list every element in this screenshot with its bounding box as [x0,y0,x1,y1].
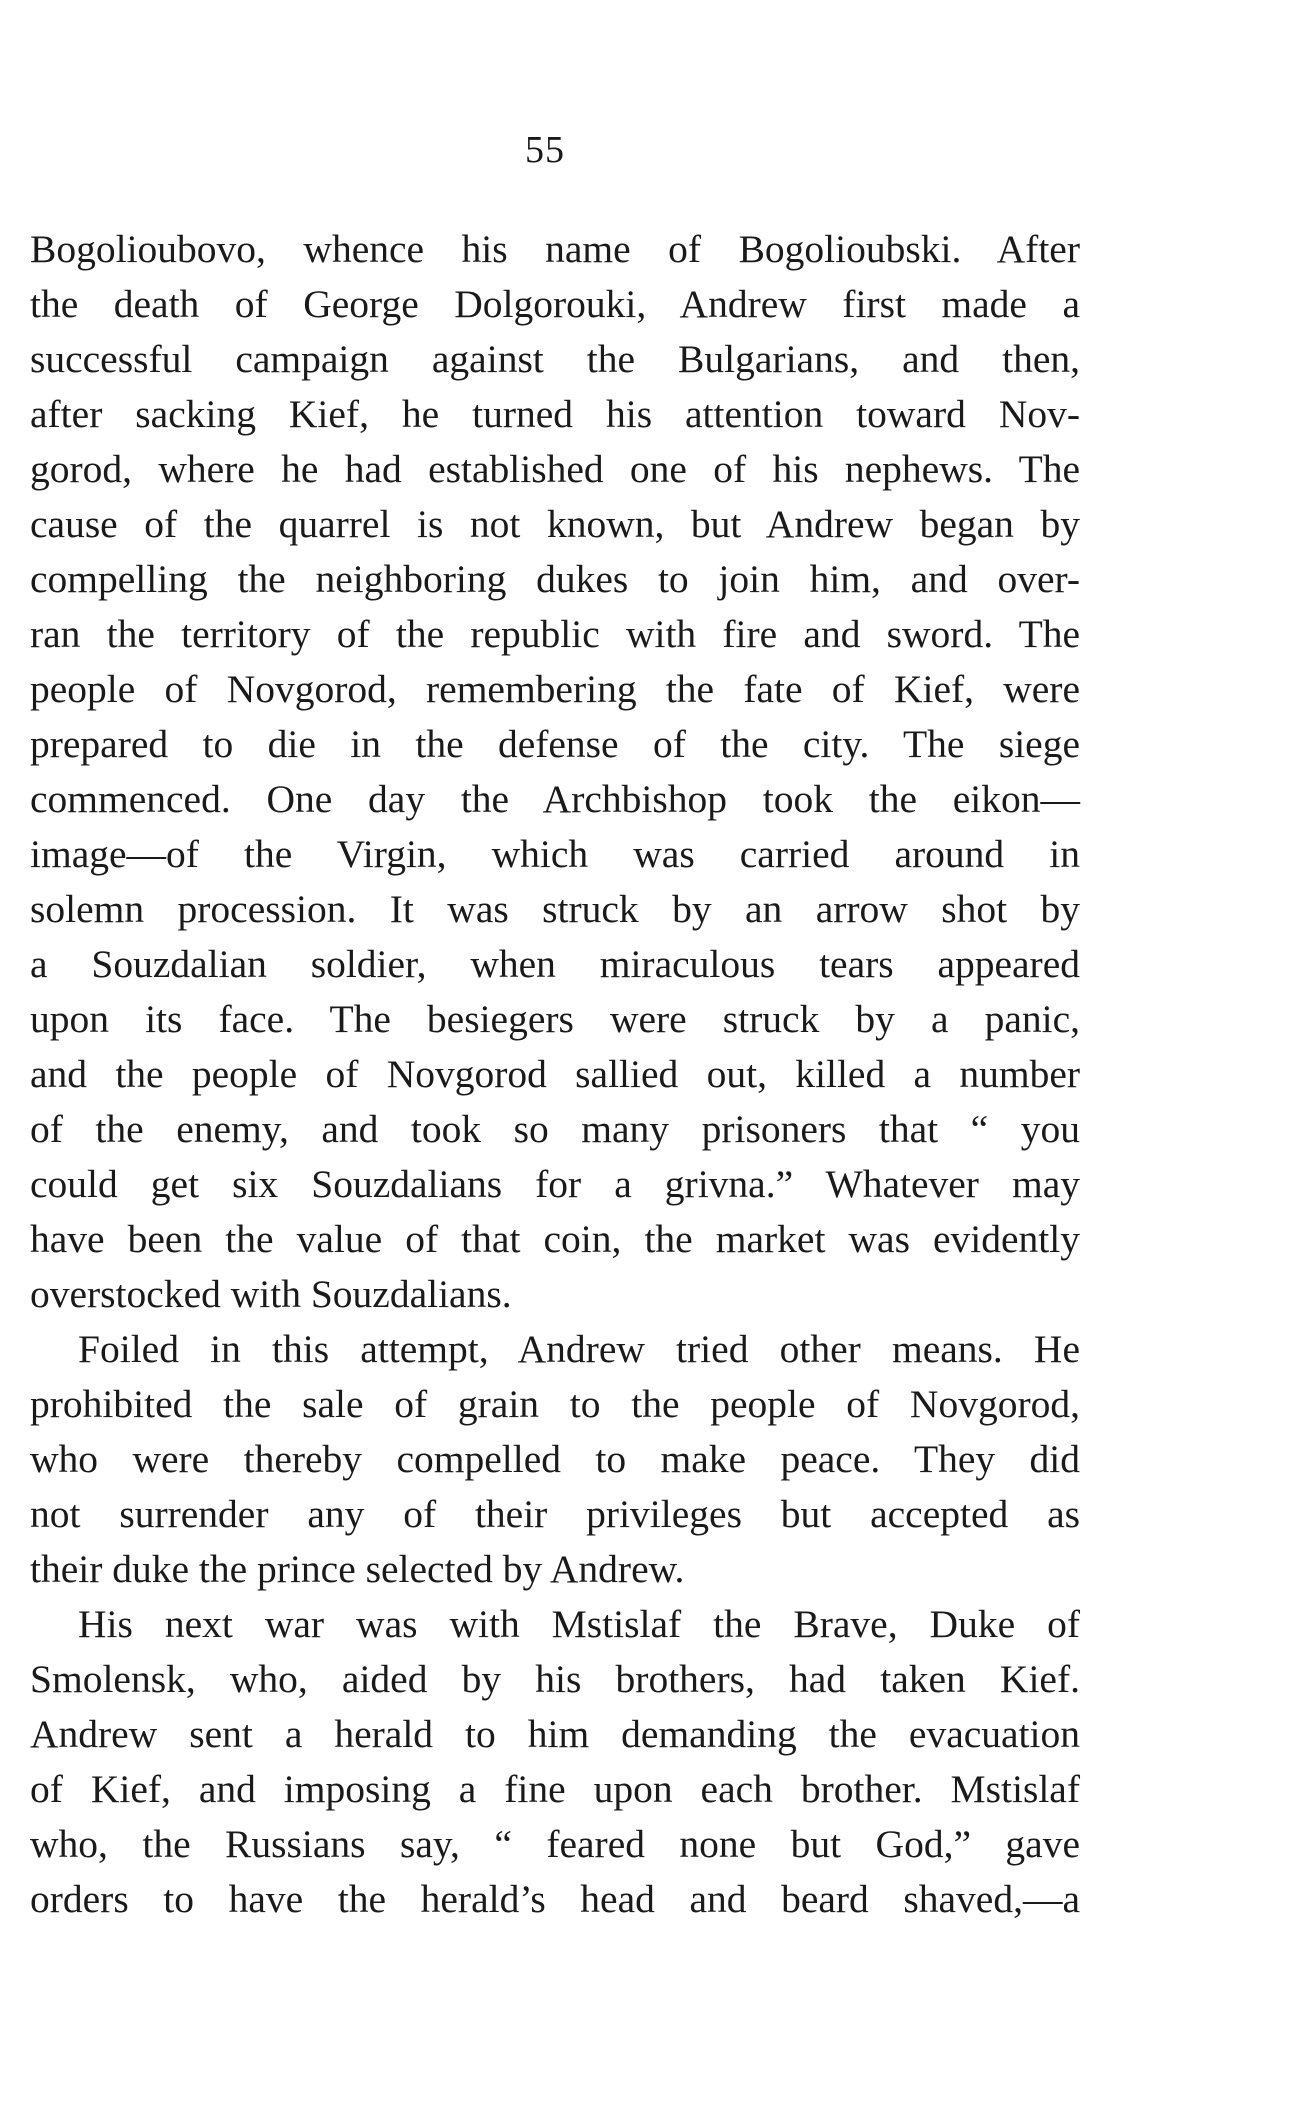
text-line: Smolensk, who, aided by his brothers, had taken Kief. [30,1657,1080,1701]
text-line: Andrew sent a herald to him demanding the evacuation [30,1712,1080,1756]
text-line: who, the Russians say, “ feared none but God,” gave [30,1822,1080,1866]
text-line: Foiled in this attempt, Andrew tried other means. He [78,1327,1080,1371]
text-line: upon its face. The besiegers were struck by a panic, [30,997,1080,1041]
text-line: Bogolioubovo, whence his name of Bogolioubski. After [30,227,1080,271]
text-line: have been the value of that coin, the market was evidently [30,1217,1080,1261]
text-line: a Souzdalian soldier, when miraculous tears appeared [30,942,1080,986]
text-line: image—of the Virgin, which was carried around in [30,832,1080,876]
text-line: and the people of Novgorod sallied out, killed a number [30,1052,1080,1096]
text-line: prepared to die in the defense of the city. The siege [30,722,1080,766]
text-line: people of Novgorod, remembering the fate of Kief, were [30,667,1080,711]
text-line: orders to have the herald’s head and beard shaved,—a [30,1877,1080,1921]
text-line: of the enemy, and took so many prisoners that “ you [30,1107,1080,1151]
text-line: not surrender any of their privileges but accepted as [30,1492,1080,1536]
text-line: the death of George Dolgorouki, Andrew first made a [30,282,1080,326]
text-line: His next war was with Mstislaf the Brave, Duke of [78,1602,1080,1646]
paragraph [30,222,1080,1322]
text-line: their duke the prince selected by Andrew. [30,1547,685,1591]
text-line: commenced. One day the Archbishop took the eikon— [30,777,1080,821]
text-line: of Kief, and imposing a fine upon each brother. Mstislaf [30,1767,1080,1811]
text-line: who were thereby compelled to make peace. They did [30,1437,1080,1481]
text-line: compelling the neighboring dukes to join him, and over- [30,557,1080,601]
text-line: ran the territory of the republic with fire and sword. The [30,612,1080,656]
paragraph [30,1322,1080,1597]
text-line: cause of the quarrel is not known, but Andrew began by [30,502,1080,546]
text-line: after sacking Kief, he turned his attention toward Nov- [30,392,1080,436]
page-number: 55 [525,129,565,171]
text-line: solemn procession. It was struck by an arrow shot by [30,887,1080,931]
paragraph [30,1597,1080,1927]
text-line: could get six Souzdalians for a grivna.” Whatever may [30,1162,1080,1206]
text-line: gorod, where he had established one of his nephews. The [30,447,1080,491]
text-line: prohibited the sale of grain to the people of Novgorod, [30,1382,1080,1426]
text-line: successful campaign against the Bulgarians, and then, [30,337,1080,381]
text-line: overstocked with Souzdalians. [30,1272,512,1316]
body-text [30,222,1080,1927]
